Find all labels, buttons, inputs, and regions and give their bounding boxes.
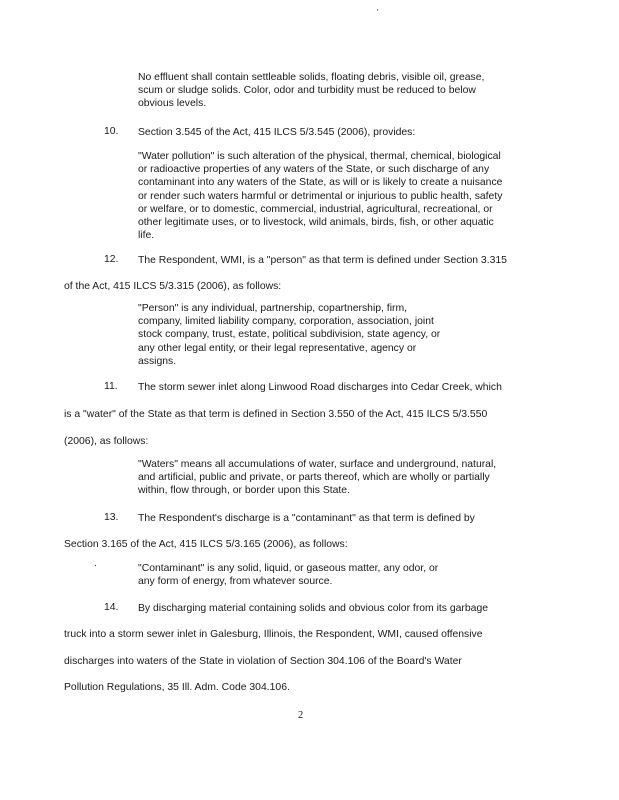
para12-number: 12. xyxy=(104,254,119,265)
para12-line2: of the Act, 415 ILCS 5/3.315 (2006), as follows: xyxy=(64,281,282,292)
para14-line4: Pollution Regulations, 35 Ill. Adm. Code 304.106. xyxy=(64,682,290,693)
top-mark: ' xyxy=(377,8,379,17)
para11-number: 11. xyxy=(104,381,118,392)
para12-line1: The Respondent, WMI, is a "person" as that term is defined under Section 3.315 xyxy=(138,255,507,266)
para10-number: 10. xyxy=(104,126,119,137)
page-number: 2 xyxy=(298,710,304,721)
quote-water-pollution: "Water pollution" is such alteration of the physical, thermal, chemical, biological or radioactive properties of any waters of the State, or such discharge of any contaminant into any waters of the State, as will or is likely to create a nuisance or render such waters harmful or detrimental or injurious to public health, safety or welfare, or to domestic, commercial, industrial, agricultural, recreational, or other legitimate uses, or to livestock, wild animals, birds, fish, or other aquatic life. xyxy=(138,151,503,242)
quote-person: "Person" is any individual, partnership, copartnership, firm, company, limited liability company, corporation, association, joint stock company, trust, estate, political subdivision, state agency, or any other legal entity, or their legal representative, agency or assigns. xyxy=(138,303,441,367)
quote-waters: "Waters" means all accumulations of water, surface and underground, natural, and artificial, public and private, or parts thereof, which are wholly or partially within, flow through, or border upon this State. xyxy=(138,459,497,497)
para11-line1: The storm sewer inlet along Linwood Road discharges into Cedar Creek, which xyxy=(138,382,502,393)
para14-line2: truck into a storm sewer inlet in Galesburg, Illinois, the Respondent, WMI, caused offensive xyxy=(64,629,483,640)
para14-number: 14. xyxy=(104,602,119,613)
para11-line3: (2006), as follows: xyxy=(64,436,149,447)
para11-line2: is a "water" of the State as that term is defined in Section 3.550 of the Act, 415 ILCS 5/3.550 xyxy=(64,409,488,420)
quote-effluent: No effluent shall contain settleable solids, floating debris, visible oil, grease, scum or sludge solids. Color, odor and turbidity must be reduced to below obvious levels. xyxy=(138,72,485,110)
para14-line1: By discharging material containing solids and obvious color from its garbage xyxy=(138,603,489,614)
para13-number: 13. xyxy=(104,512,119,523)
quote-contaminant: "Contaminant" is any solid, liquid, or gaseous matter, any odor, or any form of energy, from whatever source. xyxy=(138,563,439,588)
para13-line2: Section 3.165 of the Act, 415 ILCS 5/3.165 (2006), as follows: xyxy=(64,539,348,550)
para14-line3: discharges into waters of the State in violation of Section 304.106 of the Board's Water xyxy=(64,656,462,667)
para10-text: Section 3.545 of the Act, 415 ILCS 5/3.545 (2006), provides: xyxy=(138,127,416,138)
bullet-mark: . xyxy=(94,558,97,569)
para13-line1: The Respondent's discharge is a "contaminant" as that term is defined by xyxy=(138,513,475,524)
